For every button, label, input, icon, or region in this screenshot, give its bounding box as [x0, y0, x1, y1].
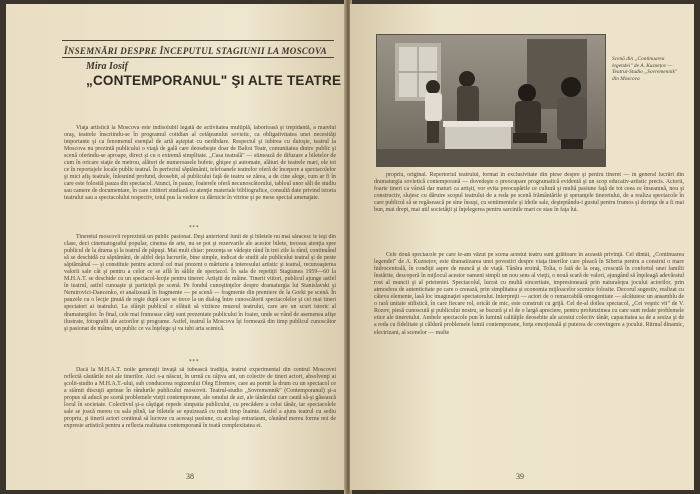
right-page [350, 4, 694, 490]
header-top-rule [62, 40, 334, 41]
page-number-right: 39 [516, 472, 524, 481]
left-page [6, 4, 346, 490]
page-number-left: 38 [186, 472, 194, 481]
article-paragraph-1: Viaţa artistică la Moscova este indisolubil legată de activitatea multiplă, laborioasă şi trepidantă, a marelui oraş, teatrele înscriindu-se în programul cotidian al cetăţeanului sovietic, ca obligativitatea unei necesităţi importante şi ca fenomenul esenţial de artă aşteptat cu nerăbdare. Respectul şi iubirea cu duioşie, teatrul la Moscova nu prezintă publicului o viaţă de gală care deosebeşte doar de Baltoi Teatr, comunitatea dintre public şi scenă oferindu-se aproape, direct şi cu o extremă simplitate. „Casa teatrală" — stimează de difuzare a biletelor de cum în oricare staţie de metrou, alături de numeroasele bufete, ghişee şi automate, alături de teatrele mari, ele tot ce în reportajele locale public teatral. În perfectul săptămânii, telefoanele teatrelor oferă de începere a spectacolelor şi mici afiş teatrale, înlesnind profund, deosebit, al publicului faţă de teatru se zărea, a de cine alege, cum ar fi în care este folosită pauza din spectacol. Atunci, în pauze, foaierele oferă necunoscătorului, tabloul unor săli de studiu sau camere de documentare, în care citittori studiază cu atenţie materiale bibliografice, consultă date privind istoria teatrului sau a spectacolului respectiv, totul pus la vedere cu dărnicie în vitrine şi pe mese special amenajate. [64, 125, 336, 202]
header-bottom-rule [62, 57, 334, 58]
section-separator-2: *** [189, 359, 200, 365]
article-author: Mira Iosif [86, 61, 128, 72]
article-paragraph-2: Tineretul moscovit reprezintă un public pasionat. Deşi anteriorul lunii de şi biletele nu mai săracesc te ieşi din clase, deci cinematograful popular, cinema de arte, nu se pot şi rezervarile ale acestor bilete, treceau atenţia spre publicul de la drama şi la teatrul de păpuşi. Mai mult chiar: prezenţa se vădeşte rând în trei zile la rând, continuând să se deschidă cu săptămâni, de altfel deja lucrurile, bine simple, indicat de studii ale publicului teatral şi de peste săptămânal — şi constituie pentru actorul cel mai prezent o mărturie a interesului artistic şi teatral, recunoaşterea valorii sale cât şi pentru a celor ce se află în sălile de spectacol. În sala de repetiţii Stagiunea 1959—60 la M.H.A.T. se deschide cu un spectacol-lecţie pentru tineret: Artiştii de mâine. Tinerii viitori, publicul ajunge astfel în teatrul, astfel cunoaşte şi participă pe scenă. Pe fondul cunoştinţelor despre dramaturgia lui Stanislavski şi Nemirovici-Dancenko, ei analizează în fragmente — pe scenă — fragmente din premiere de la Gorki pe scenă. În pauzele cu o lecţie ţinută de regie după care se trece la un dialog între cunoscătorii spectacolelor şi cei mai tineri spectatori ai teatrului. La sfârşit publicul e sfătuit să viziteze muzeul teatrului, care are un scurt istoric al dramaturgilor. În final, cele mai frumoase cărţi sunt prezentate publicului în foaier, unde se vând de asemenea afişe ilustrate, fotografii ale actorilor şi programe. Astfel, teatrul la Moscova îşi formează din timp publicul cunoscător şi pasionat de mâine, un public ce va înţelege şi va iubi arta scenică. [64, 234, 336, 332]
stage-photo [376, 34, 606, 167]
section-separator-1: *** [189, 225, 200, 231]
article-paragraph-continued: propriu, original. Repertoriul teatrului, format în exclusivitate din piese despre şi pentru tineret — în general lucrări din dramaturgia sovietică contemporană — dovedeşte o preocupare programatică evidentă şi un scop educativ-artistic precis. Actorii, foarte tineri ca vârstă dar maturi ca artişti, vor evita preocupările ce cultură şi multă pasiune faţă de tot ceea ce înseamnă, nou şi constructiv, slujesc cu dăruire scopul teatrului de a reda pe scenă frământările şi speranţele tineretului, de a realiza spectacole în care publicul să se regăsească pe sine însuşi, cu sentimentele şi ideile sale, deşteptându-i gustul pentru frumos şi dorinţa de a fi mai bun, mai drept, mai util societăţii şi înţelegerea pentru sarcinile mari ce stau în faţa lui. [374, 172, 684, 214]
stage-photo-illustration [377, 35, 605, 166]
article-paragraph-3: Dacă la M.H.A.T. noile generaţii învaţă să iubească tradiţia, teatrul experimental din centrul Moscovei reflectă căutările noi ale tinerilor. Aici s-a născut, în urmă cu câţiva ani, un colectiv de tineri actori, absolvenţi ai şcolii-studio a M.H.A.T.-ului, sub conducerea regizorului Oleg Efremov, care au pornit la drum cu un spectacol ce a stârnit discuţii aprinse în rândurile publicului moscovit. Teatrul-studio „Sovremennik" (Contemporanul) şi-a propus să aducă pe scenă problemele vieţii contemporane, ale omului de azi, ale tânărului care caută să-şi găsească locul în societate. Colectivul şi-a câştigat repede simpatia publicului, cu precădere a celui tânăr, iar spectacolele sale se joacă mereu cu sala plină, iar biletele se epuizează cu mult timp înainte. Astfel a ajuns teatrul cu sediu propriu, şi tinerii actori continuă să lucreze cu aceeaşi pasiune, cu acelaşi entuziasm, căutând mereu forme noi de expresie artistică pentru a reflecta realitatea contemporană în toată complexitatea ei. [64, 367, 336, 430]
article-title: „CONTEMPORANUL" ŞI ALTE TEATRE [86, 73, 342, 88]
article-paragraph-4: Cele două spectacole pe care le-am văzut pe scena acestui teatru sunt grăitoare în această privinţă. Cel dintâi, „Continuarea legendei" de A. Kuznețov, este dramatizarea unei povestiri despre viaţa tinerilor care pleacă în Siberia pentru a construi o mare hidrocentrală, în condiţii aspre de muncă şi de viaţă. Tânăra eroină, Tolia, o fată de la oraş, crescută în confortul unei familii înstărite, descoperă în mijlocul acestor oameni simpli un nou sens al vieţii, o nouă scară de valori, ajungând să înţeleagă adevăratul rost al muncii şi al prieteniei. Spectacolul, lucrat cu multă sinceritate, impresionează prin naturaleţea jocului actorilor, prin atmosfera de autenticitate pe care o creează, prin simplitatea şi economia mijloacelor scenice folosite. Decorul sugestiv, realizat cu câteva elemente, lasă loc imaginaţiei spectatorului. Interpreţii — actori de o remarcabilă omogenitate — alcătuiesc un ansamblu de o rară unitate stilistică, în care fiecare rol, oricât de mic, este construit cu grijă. Cel de-al doilea spectacol, „Cei veşnic vii" de V. Rozov, piesă cunoscută şi publicului nostru, se bucură şi el de o largă apreciere, pentru profunzimea cu care sunt redate problemele etice ale tineretului. Ambele spectacole pun în lumină calităţile deosebite ale acestui colectiv tânăr, capacitatea sa de a sesiza şi de a reda cu fidelitate şi căldură problemele lumii contemporane, forţa emoţională şi puterea de convingere a jocului. Ritmul dinamic, electrizant, al scenelor — multe [374, 252, 684, 336]
photo-caption: Scenă din „Continuarea legendei" de A. Kuznețov — Teatrul-Studio „Sovremennik" din Moscova [612, 56, 678, 82]
section-header: ÎNSEMNĂRI DESPRE ÎNCEPUTUL STAGIUNII LA MOSCOVA [64, 46, 327, 56]
